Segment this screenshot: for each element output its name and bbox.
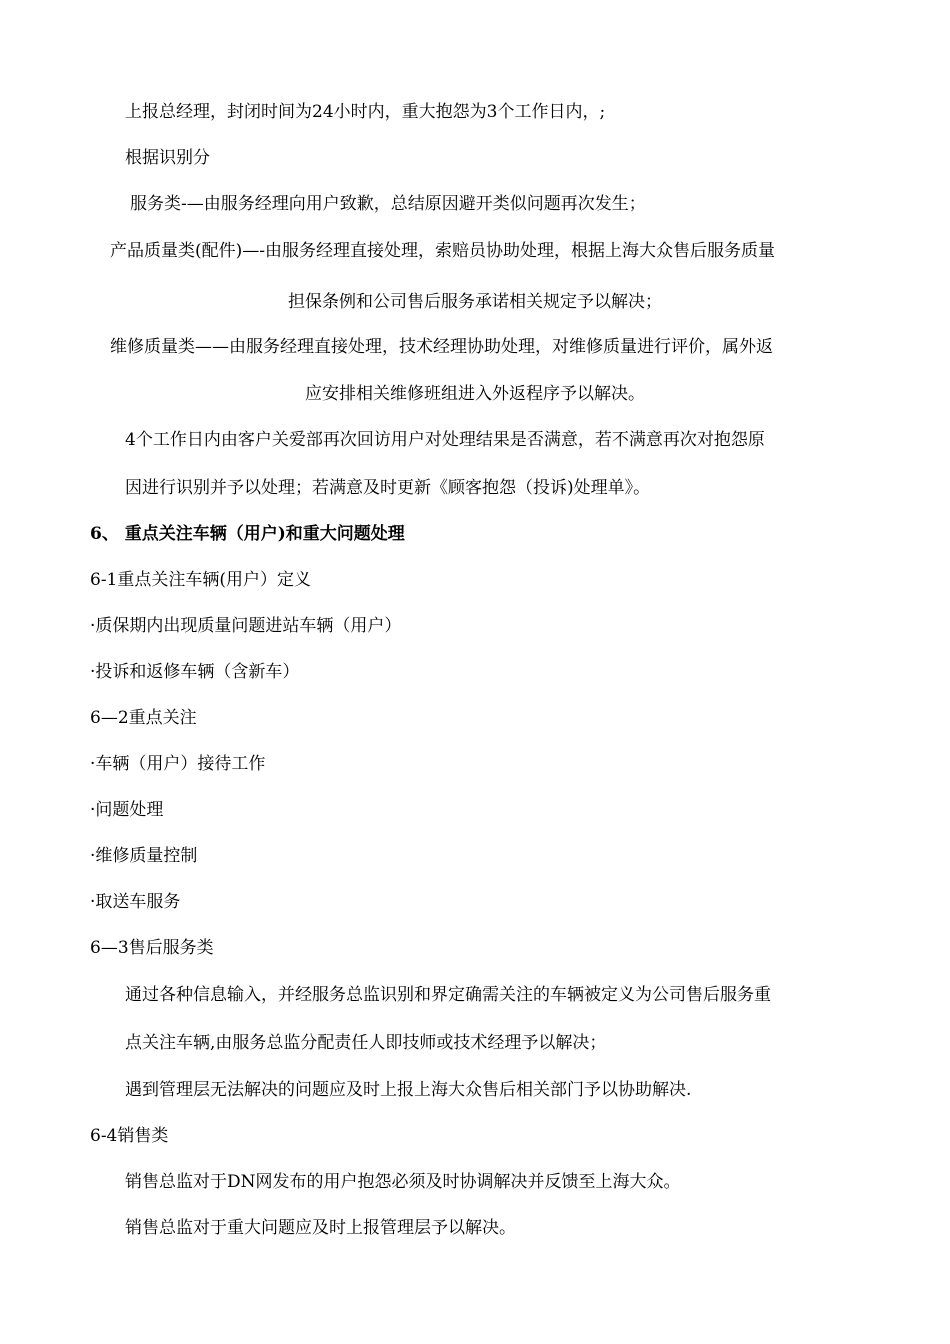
list-item-text: 4个工作日内由客户关爱部再次回访用户对处理结果是否满意，若不满意再次对抱怨原 — [125, 430, 765, 450]
list-item-text: 销售总监对于重大问题应及时上报管理层予以解决。 — [125, 1218, 516, 1238]
list-item-text: 销售总监对于DN网发布的用户抱怨必须及时协调解决并反馈至上海大众。 — [125, 1172, 681, 1192]
subsection-heading: 6-1重点关注车辆(用户）定义 — [90, 570, 312, 590]
subsection-heading: 6—2重点关注 — [90, 708, 197, 728]
list-item: ·质保期内出现质量问题进站车辆（用户） — [90, 616, 402, 636]
list-item-text: 根据识别分 — [125, 148, 210, 168]
list-item: ·维修质量控制 — [90, 846, 198, 866]
list-item-text-continued: 因进行识别并予以处理；若满意及时更新《顾客抱怨（投诉)处理单》。 — [125, 478, 651, 498]
section-heading: 6、 重点关注车辆（用户)和重大问题处理 — [90, 524, 405, 544]
subsection-heading: 6-4销售类 — [90, 1126, 169, 1146]
paragraph-line: 产品质量类(配件)—-由服务经理直接处理，索赔员协助处理，根据上海大众售后服务质量 — [110, 241, 776, 261]
paragraph-line: 上报总经理，封闭时间为24小时内，重大抱怨为3个工作日内，; — [125, 102, 606, 122]
paragraph-line: 服务类-—由服务经理向用户致歉，总结原因避开类似问题再次发生； — [130, 194, 646, 214]
paragraph-line: 维修质量类——由服务经理直接处理，技术经理协助处理，对维修质量进行评价，属外返 — [110, 337, 773, 357]
paragraph-line-centered: 担保条例和公司售后服务承诺相关规定予以解决； — [288, 292, 662, 312]
list-item-text-continued: 点关注车辆,由服务总监分配责任人即技师或技术经理予以解决； — [125, 1033, 607, 1053]
list-item: ·车辆（用户）接待工作 — [90, 754, 266, 774]
list-item-text: 遇到管理层无法解决的问题应及时上报上海大众售后相关部门予以协助解决. — [125, 1080, 692, 1100]
list-item: ·取送车服务 — [90, 892, 181, 912]
paragraph-line-centered: 应安排相关维修班组进入外返程序予以解决。 — [305, 384, 645, 404]
list-item-text: 通过各种信息输入，并经服务总监识别和界定确需关注的车辆被定义为公司售后服务重 — [125, 985, 771, 1005]
subsection-heading: 6—3售后服务类 — [90, 938, 214, 958]
list-item: ·投诉和返修车辆（含新车） — [90, 662, 300, 682]
list-item: ·问题处理 — [90, 800, 164, 820]
